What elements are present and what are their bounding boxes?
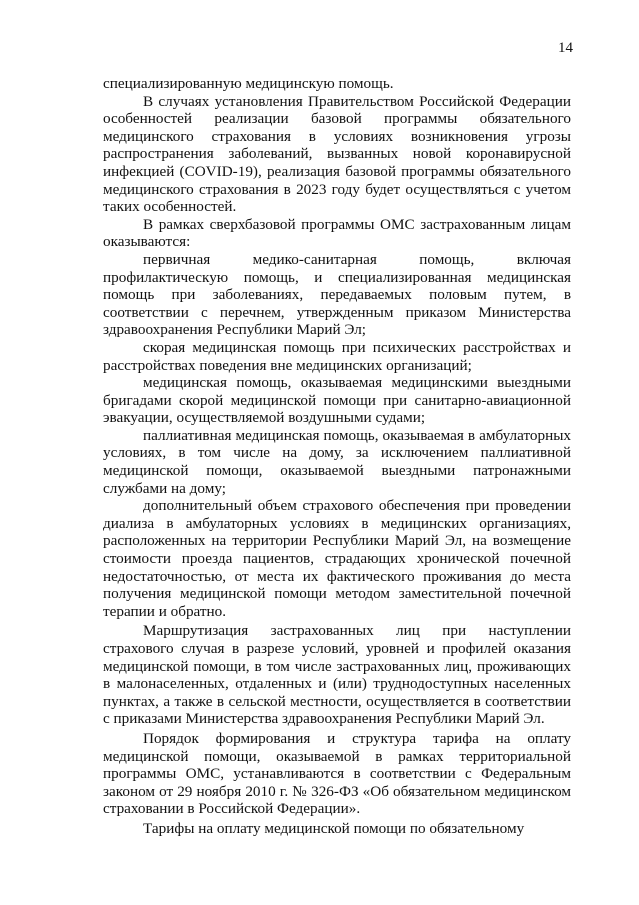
document-body <box>103 75 571 838</box>
paragraph-covid-special-conditions: В случаях установления Правительством Российской Федерации особенностей реализации базовой программы обязательного медицинского страхования в условиях возникновения угрозы распространения заболеваний, вызванных новой коронавирусной инфекцией (COVID-19), реализация базовой программы обязательного медицинского страхования в 2023 году будет осуществляться с учетом таких особенностей. <box>103 92 571 216</box>
paragraph-tariffs: Тарифы на оплату медицинской помощи по обязательному <box>143 819 525 837</box>
page-number: 14 <box>558 40 573 56</box>
paragraph-emergency-psychiatric: скорая медицинская помощь при психических расстройствах и расстройствах поведения вне медицинских организаций; <box>103 338 571 374</box>
paragraph-tariff-procedure: Порядок формирования и структура тарифа на оплату медицинской помощи, оказываемой в рамках территориальной программы ОМС, устанавливаются в соответствии с Федеральным законом от 29 ноября 2010 г. № 326-ФЗ «Об обязательном медицинском страховании в Российской Федерации». <box>103 729 571 818</box>
paragraph-primary-care: первичная медико-санитарная помощь, включая профилактическую помощь, и специализированная медицинская помощь при заболеваниях, передаваемых половым путем, в соответствии с перечнем, утвержденным приказом Министерства здравоохранения Республики Марий Эл; <box>103 250 571 339</box>
paragraph-superbasic-intro: В рамках сверхбазовой программы ОМС застрахованным лицам оказываются: <box>103 215 571 251</box>
paragraph-routing: Маршрутизация застрахованных лиц при наступлении страхового случая в разрезе условий, уровней и профилей оказания медицинской помощи, в том числе застрахованных лиц, проживающих в малонаселенных, отдаленных и (или) труднодоступных населенных пунктах, а также в сельской местности, осуществляется в соответствии с приказами Министерства здравоохранения Республики Марий Эл. <box>103 622 571 728</box>
paragraph-air-ambulance: медицинская помощь, оказываемая медицинскими выездными бригадами скорой медицинской помощи при санитарно-авиационной эвакуации, осуществляемой воздушными судами; <box>103 374 571 427</box>
paragraph-palliative-care: паллиативная медицинская помощь, оказываемая в амбулаторных условиях, в том числе на дому, за исключением паллиативной медицинской помощи, оказываемой выездными патронажными службами на дому; <box>103 426 571 497</box>
paragraph-dialysis-travel: дополнительный объем страхового обеспечения при проведении диализа в амбулаторных условиях в медицинских организациях, расположенных на территории Республики Марий Эл, на возмещение стоимости проезда пациентов, страдающих хронической почечной недостаточностью, от места их фактического проживания до места получения медицинской помощи методом заместительной почечной терапии и обратно. <box>103 497 571 620</box>
paragraph-continuation: специализированную медицинскую помощь. <box>103 75 394 92</box>
